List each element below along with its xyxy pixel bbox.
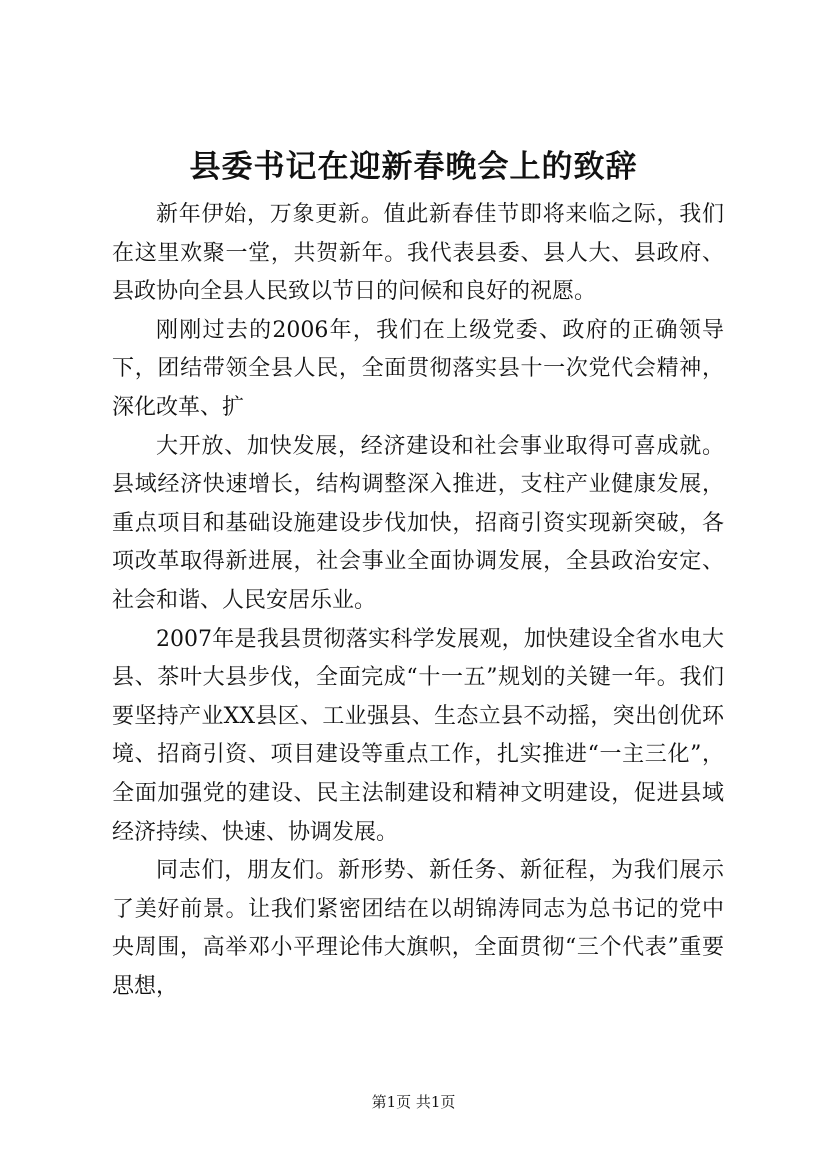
document-body (112, 196, 724, 1006)
paragraph-review-2006: 刚刚过去的2006年，我们在上级党委、政府的正确领导下，团结带领全县人民，全面贯彻落实县十一次党代会精神，深化改革、扩 (112, 317, 724, 420)
page-number-footer: 第1页 共1页 (371, 1093, 456, 1111)
paragraph-plan-2007: 2007年是我县贯彻落实科学发展观，加快建设全省水电大县、茶叶大县步伐，全面完成“十一五”规划的关键一年。我们要坚持产业XX县区、工业强县、生态立县不动摇，突出创优环境、招商引资、项目建设等重点工作，扎实推进“一主三化”，全面加强党的建设、民主法制建设和精神文明建设，促进县域经济持续、快速、协调发展。 (112, 626, 724, 845)
paragraph-achievements: 大开放、加快发展，经济建设和社会事业取得可喜成就。县域经济快速增长，结构调整深入推进，支柱产业健康发展，重点项目和基础设施建设步伐加快，招商引资实现新突破，各项改革取得新进展，社会事业全面协调发展，全县政治安定、社会和谐、人民安居乐业。 (112, 433, 724, 613)
paragraph-greeting: 新年伊始，万象更新。值此新春佳节即将来临之际，我们在这里欢聚一堂，共贺新年。我代表县委、县人大、县政府、县政协向全县人民致以节日的问候和良好的祝愿。 (112, 202, 724, 305)
paragraph-closing: 同志们，朋友们。新形势、新任务、新征程，为我们展示了美好前景。让我们紧密团结在以胡锦涛同志为总书记的党中央周围，高举邓小平理论伟大旗帜，全面贯彻“三个代表”重要思想， (112, 858, 724, 999)
document-title: 县委书记在迎新春晚会上的致辞 (189, 149, 638, 185)
